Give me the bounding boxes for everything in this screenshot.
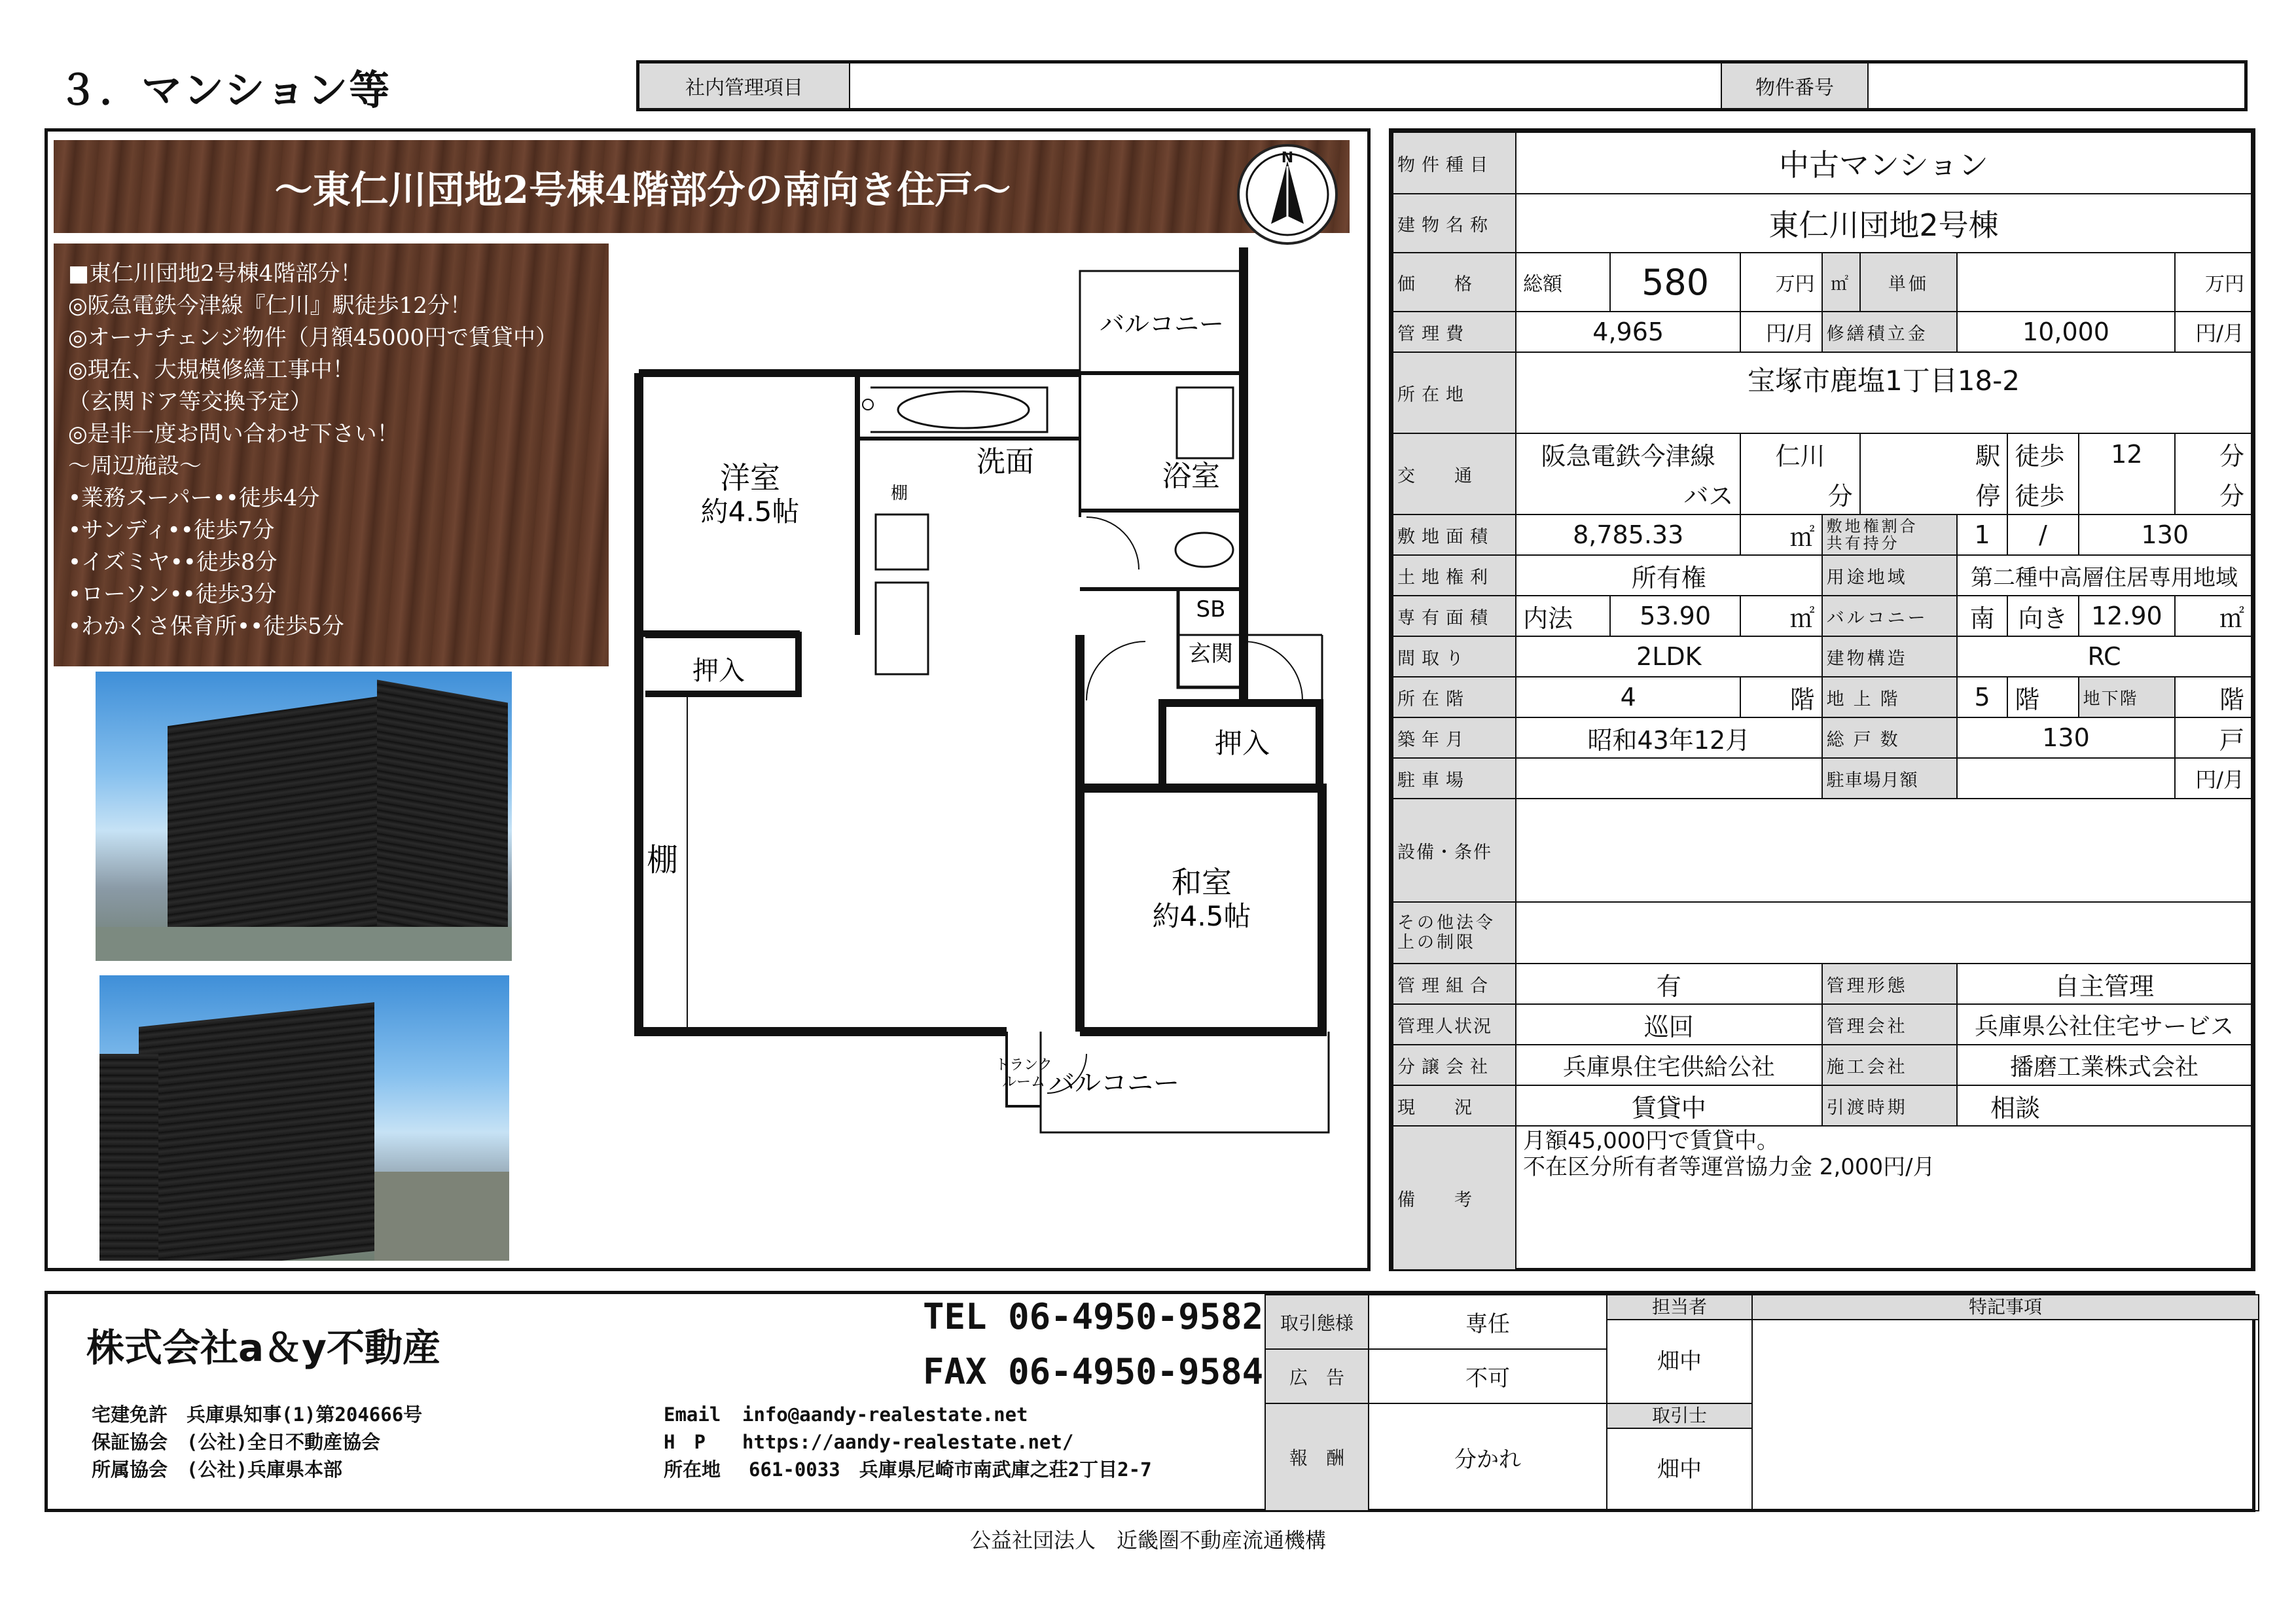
legal-label: その他法令 上の制限: [1393, 902, 1516, 964]
company-contacts: Email info@aandy-realestate.net H P https://aandy-realestate.net/ 所在地 661-0033 兵庫県尼崎市南武庫之荘2丁目2-7: [664, 1403, 1152, 1481]
layout-label: 間取り: [1393, 636, 1516, 677]
desc-line: •サンディ••徒歩7分: [68, 517, 275, 543]
company-licenses: 宅建免許 兵庫県知事(1)第204666号 保証協会 (公社)全日不動産協会 所属協会 (公社)兵庫県本部: [92, 1403, 423, 1481]
fax: FAX 06-4950-9584: [923, 1351, 1264, 1392]
floor-area-value: 53.90: [1610, 596, 1740, 636]
station-label: 駅: [1860, 433, 2008, 474]
land-area-label: 敷地面積: [1393, 514, 1516, 555]
desc-line: •わかくさ保育所••徒歩5分: [68, 613, 344, 640]
fp-trunk-1: トランク: [995, 1057, 1052, 1074]
fp-sb: SB: [1196, 596, 1226, 623]
station-name: 仁川: [1740, 433, 1859, 474]
land-share-label: 敷地権割合 共有持分: [1822, 514, 1957, 555]
floor-area-label: 専有面積: [1393, 596, 1516, 636]
fp-bath: 浴室: [1162, 460, 1220, 493]
building-name: 東仁川団地2号棟: [1516, 194, 2251, 253]
price-total-label: 総額: [1516, 253, 1610, 312]
floor-area-unit: ㎡: [1740, 596, 1821, 636]
transaction-table: [1265, 1294, 2259, 1511]
remarks-line-1: 月額45,000円で賃貸中。: [1523, 1128, 1779, 1154]
fp-entrance: 玄関: [1189, 641, 1233, 667]
balcony-direction-label: 向き: [2007, 596, 2078, 636]
land-area-unit: ㎡: [1740, 514, 1821, 555]
structure-value: RC: [1957, 636, 2251, 677]
fp-closet-1: 押入: [692, 656, 745, 686]
legal-value: [1516, 902, 2251, 964]
unit-price-sqm: ㎡: [1822, 253, 1860, 312]
status-label: 現況: [1393, 1085, 1516, 1126]
desc-line: ◎現在、大規模修繕工事中！: [68, 357, 355, 383]
builder-value: 播磨工業株式会社: [1957, 1045, 2251, 1085]
floor-area-basis: 内法: [1516, 596, 1610, 636]
seller-label: 分譲会社: [1393, 1045, 1516, 1085]
fp-western-size: 約4.5帖: [700, 496, 800, 528]
built-label: 築年月: [1393, 717, 1516, 758]
share-numerator: 1: [1957, 514, 2007, 555]
deal-label: 取引態様: [1265, 1295, 1369, 1349]
fee-value: 分かれ: [1369, 1403, 1607, 1511]
repair-label: 修繕積立金: [1822, 312, 1957, 352]
transport-label: 交通: [1393, 433, 1516, 514]
mgmt-value: [850, 63, 1722, 108]
price-label: 価格: [1393, 253, 1516, 312]
mgmt-company-label: 管理会社: [1822, 1004, 1957, 1045]
balcony-area-unit: ㎡: [2175, 596, 2251, 636]
land-right-label: 土地権利: [1393, 555, 1516, 596]
deal-value: 専任: [1369, 1295, 1607, 1349]
balcony-direction: 南: [1957, 596, 2007, 636]
stop-minute-unit: 分: [2175, 474, 2251, 514]
organization: 公益社団法人 近畿圏不動産流通機構: [969, 1528, 1326, 1553]
mgmt-type-label: 管理形態: [1822, 964, 1957, 1004]
address-label: 所在地: [1393, 352, 1516, 433]
equipment-label: 設備・条件: [1393, 799, 1516, 902]
built-value: 昭和43年12月: [1516, 717, 1822, 758]
description-box: [54, 244, 609, 666]
share-slash: /: [2007, 514, 2078, 555]
tel: TEL 06-4950-9582: [923, 1296, 1264, 1337]
repair-value: 10,000: [1957, 312, 2175, 352]
page-title: ３．マンション等: [58, 66, 391, 114]
zoning-value: 第二種中高層住居専用地域: [1957, 555, 2251, 596]
mgmt-fee-unit: 円/月: [1740, 312, 1821, 352]
fp-shelf: 棚: [646, 842, 679, 878]
agent-value: 畑中: [1657, 1456, 1702, 1483]
spec-table: [1392, 132, 2252, 1271]
fp-balcony-bottom: バルコニー: [1049, 1068, 1179, 1098]
parking-label: 駐車場: [1393, 758, 1516, 799]
parking-value: [1516, 758, 1822, 799]
manager-value: 巡回: [1516, 1004, 1822, 1045]
seller-value: 兵庫県住宅供給公社: [1516, 1045, 1822, 1085]
desc-line: ◎オーナチェンジ物件（月額45000円で賃貸中）: [68, 325, 558, 351]
staff-value: 畑中: [1657, 1348, 1702, 1375]
building-photo-1: [96, 672, 512, 961]
floor-plan: [628, 242, 1335, 1146]
staff-label: 担当者: [1607, 1295, 1751, 1320]
notes-label: 特記事項: [1753, 1295, 2258, 1320]
building-photo-2: [99, 975, 509, 1261]
fp-closet-2: 押入: [1214, 727, 1270, 759]
desc-line: ～周辺施設～: [68, 453, 202, 479]
mgmt-company-value: 兵庫県公社住宅サービス: [1957, 1004, 2251, 1045]
handover-label: 引渡時期: [1822, 1085, 1957, 1126]
layout-value: 2LDK: [1516, 636, 1822, 677]
remarks-line-2: 不在区分所有者等運営協力金 2,000円/月: [1523, 1154, 1935, 1180]
type-label: 物件種目: [1393, 132, 1516, 194]
below-ground-label: 地下階: [2079, 677, 2175, 717]
fp-balcony-top: バルコニー: [1099, 310, 1225, 338]
address-value: 宝塚市鹿塩1丁目18-2: [1516, 352, 2251, 433]
desc-line: ◎阪急電鉄今津線『仁川』駅徒歩12分！: [68, 293, 472, 319]
price-value: 580: [1610, 253, 1740, 312]
structure-label: 建物構造: [1822, 636, 1957, 677]
remarks-value: [1516, 1126, 2251, 1270]
zoning-label: 用途地域: [1822, 555, 1957, 596]
fp-shelf-small: 棚: [890, 484, 908, 503]
below-ground-value: 階: [2175, 677, 2251, 717]
fee-label: 報 酬: [1265, 1403, 1369, 1511]
parking-fee-value: [1957, 758, 2175, 799]
above-ground-unit: 階: [2007, 677, 2078, 717]
unit-price-value: [1957, 253, 2175, 312]
fp-trunk-2: ルーム: [1001, 1074, 1046, 1091]
mgmt-fee-label: 管理費: [1393, 312, 1516, 352]
ad-label: 広 告: [1265, 1349, 1369, 1403]
units-unit: 戸: [2175, 717, 2251, 758]
mgmt-fee-value: 4,965: [1516, 312, 1740, 352]
unit-price-label: 単価: [1860, 253, 1957, 312]
company-name: 株式会社a＆y不動産: [86, 1326, 440, 1370]
assoc-value: 有: [1516, 964, 1822, 1004]
floor-label: 所在階: [1393, 677, 1516, 717]
unit-price-unit: 万円: [2175, 253, 2251, 312]
bus-minute-unit: 分: [1740, 474, 1859, 514]
remarks-label: 備考: [1393, 1126, 1516, 1270]
walk-label: 徒歩: [2007, 433, 2078, 474]
land-area-value: 8,785.33: [1516, 514, 1740, 555]
property-number-value: [1869, 63, 2244, 108]
floor-unit: 階: [1740, 677, 1821, 717]
name-label: 建物名称: [1393, 194, 1516, 253]
floor-value: 4: [1516, 677, 1740, 717]
walk-minute-unit: 分: [2175, 433, 2251, 474]
above-ground-label: 地上階: [1822, 677, 1957, 717]
desc-line: •イズミヤ••徒歩8分: [68, 549, 278, 575]
builder-label: 施工会社: [1822, 1045, 1957, 1085]
ad-value: 不可: [1369, 1349, 1607, 1403]
desc-line: •業務スーパー••徒歩4分: [68, 485, 320, 511]
equipment-value: [1516, 799, 2251, 902]
fp-western-room: 洋室: [720, 460, 780, 496]
walk-minutes: 12: [2079, 433, 2175, 474]
catchphrase-banner: ～東仁川団地2号棟4階部分の南向き住戸～: [54, 140, 1350, 233]
property-type: 中古マンション: [1516, 132, 2251, 194]
handover-value: 相談: [1957, 1085, 2251, 1126]
land-right-value: 所有権: [1516, 555, 1822, 596]
desc-line: •ローソン••徒歩3分: [68, 581, 277, 607]
bus-label: バス: [1516, 474, 1740, 514]
mgmt-label: 社内管理項目: [639, 63, 850, 108]
desc-line: ■東仁川団地2号棟4階部分！: [68, 261, 363, 287]
repair-unit: 円/月: [2175, 312, 2251, 352]
parking-fee-label: 駐車場月額: [1822, 758, 1957, 799]
fp-japanese-size: 約4.5帖: [1152, 900, 1251, 932]
desc-line: ◎是非一度お問い合わせ下さい！: [68, 421, 399, 447]
units-value: 130: [1957, 717, 2175, 758]
property-number-label: 物件番号: [1722, 63, 1869, 108]
units-label: 総戸数: [1822, 717, 1957, 758]
stop-walk-label: 徒歩: [2007, 474, 2078, 514]
price-unit: 万円: [1740, 253, 1821, 312]
line-name: 阪急電鉄今津線: [1516, 433, 1740, 474]
share-denominator: 130: [2079, 514, 2251, 555]
compass-north-icon: [1237, 144, 1338, 245]
status-value: 賃貸中: [1516, 1085, 1822, 1126]
management-bar: [636, 60, 2248, 111]
assoc-label: 管理組合: [1393, 964, 1516, 1004]
parking-fee-unit: 円/月: [2175, 758, 2251, 799]
fp-washroom: 洗面: [977, 445, 1034, 478]
agent-label: 取引士: [1607, 1404, 1751, 1429]
balcony-area: 12.90: [2079, 596, 2175, 636]
desc-line: （玄関ドア等交換予定）: [68, 389, 312, 415]
balcony-label: バルコニー: [1822, 596, 1957, 636]
above-ground-value: 5: [1957, 677, 2007, 717]
mgmt-type-value: 自主管理: [1957, 964, 2251, 1004]
compass-n-label: N: [1281, 150, 1294, 166]
stop-label: 停: [1860, 474, 2008, 514]
fp-japanese-room: 和室: [1172, 865, 1232, 900]
manager-label: 管理人状況: [1393, 1004, 1516, 1045]
